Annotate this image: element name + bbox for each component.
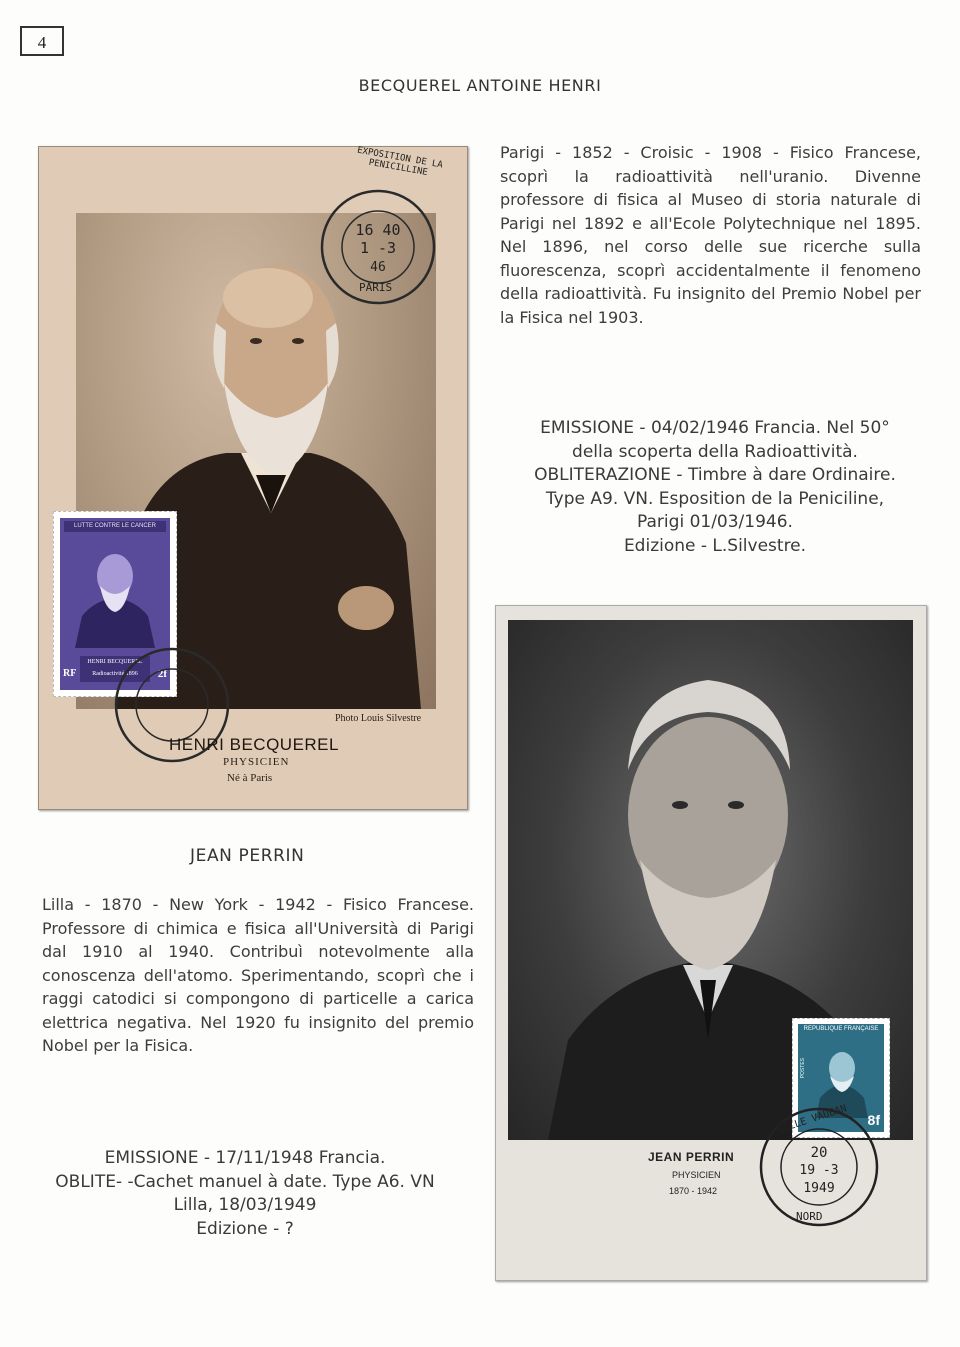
- perrin-emission-line: Lilla, 18/03/1949: [173, 1195, 317, 1215]
- becquerel-emission: [490, 417, 940, 558]
- postmark-time: 20: [810, 1145, 828, 1161]
- perrin-emission-line: OBLITE- -Cachet manuel à date. Type A6. VN: [55, 1171, 435, 1192]
- postmark-year: 46: [370, 260, 386, 275]
- perrin-bio: [42, 893, 474, 1058]
- card-name: JEAN PERRIN: [648, 1150, 735, 1164]
- postmark-date: 1 -3: [359, 239, 397, 257]
- becquerel-emission-line: della scoperta della Radioattività.: [572, 441, 858, 462]
- perrin-emission-line: Edizione - ?: [196, 1218, 294, 1239]
- becquerel-bio: [500, 141, 921, 329]
- perrin-emission-line: EMISSIONE - 17/11/1948 Francia.: [104, 1148, 386, 1168]
- stamp-postes: POSTES: [800, 1058, 806, 1079]
- postmark-date: 19 -3: [799, 1163, 839, 1178]
- becquerel-emission-line: EMISSIONE - 04/02/1946 Francia. Nel 50°: [540, 418, 890, 438]
- postmark-time: 16 40: [355, 221, 401, 239]
- card-birth: Né à Paris: [227, 772, 273, 784]
- perrin-bio-text: Lilla - 1870 - New York - 1942 - Fisico Francese. Professore di chimica e fisica all'Università di Parigi dal 1910 al 1940. Contribuì notevolmente alla conoscenza dell'atomo. Sperimentando, scoprì che i raggi catodici si compongono di particelle a carica elettrica negativa. Nel 1920 fu insignito del premio Nobel per la Fisica.: [42, 895, 474, 1055]
- page-number: 4: [20, 26, 64, 56]
- becquerel-emission-line: Parigi 01/03/1946.: [637, 512, 793, 532]
- perrin-maxicard: [495, 605, 927, 1281]
- becquerel-bio-text: Parigi - 1852 - Croisic - 1908 - Fisico Francese, scoprì la radioattività nell'uranio. Divenne professore di fisica al Museo di storia naturale di Parigi nel 1892 e all'Ecole Polytechnique nel 1895. Nel 1896, nel corso delle sue ricerche sulla fluorescenza, scoprì accidentalmente il fenomeno della radioattività. Fu insignito del Premio Nobel per la Fisica nel 1903.: [500, 143, 921, 327]
- perrin-title: JEAN PERRIN: [190, 846, 305, 866]
- stamp-country: RF: [63, 668, 77, 679]
- postmark-bottom-label: PARIS: [359, 281, 393, 294]
- becquerel-emission-line: OBLITERAZIONE - Timbre à dare Ordinaire.: [534, 465, 896, 485]
- photo-credit: Photo Louis Silvestre: [335, 713, 422, 724]
- card-name: HENRI BECQUEREL: [169, 735, 339, 754]
- becquerel-emission-line: Type A9. VN. Esposition de la Peniciline,: [545, 488, 885, 509]
- stamp-name: HENRI BECQUEREL: [87, 659, 143, 665]
- stamp-banner: LUTTE CONTRE LE CANCER: [64, 521, 166, 532]
- postmark-bottom-label: NORD: [796, 1210, 823, 1223]
- perrin-emission: [30, 1147, 460, 1241]
- postmark-top-label: EXPOSITION DE LA PENICILLINE: [356, 145, 444, 179]
- stamp-value: 2f: [157, 668, 167, 680]
- page-title: BECQUEREL ANTOINE HENRI: [358, 76, 602, 95]
- stamp-banner: REPUBLIQUE FRANÇAISE: [803, 1026, 879, 1032]
- stamp-sub: Radioactivité 1896: [92, 671, 138, 677]
- card-profession: PHYSICIEN: [672, 1170, 721, 1180]
- card-years: 1870 - 1942: [669, 1186, 718, 1196]
- stamp-portrait-icon: [70, 538, 160, 648]
- postmark-top-label: LILLE VAUBAN: [776, 1103, 849, 1136]
- postmark-year: 1949: [803, 1181, 835, 1196]
- becquerel-maxicard: [38, 146, 468, 810]
- becquerel-emission-line: Edizione - L.Silvestre.: [623, 535, 807, 556]
- stamp-value: 8f: [867, 1112, 880, 1128]
- card-profession: PHYSICIEN: [223, 756, 290, 768]
